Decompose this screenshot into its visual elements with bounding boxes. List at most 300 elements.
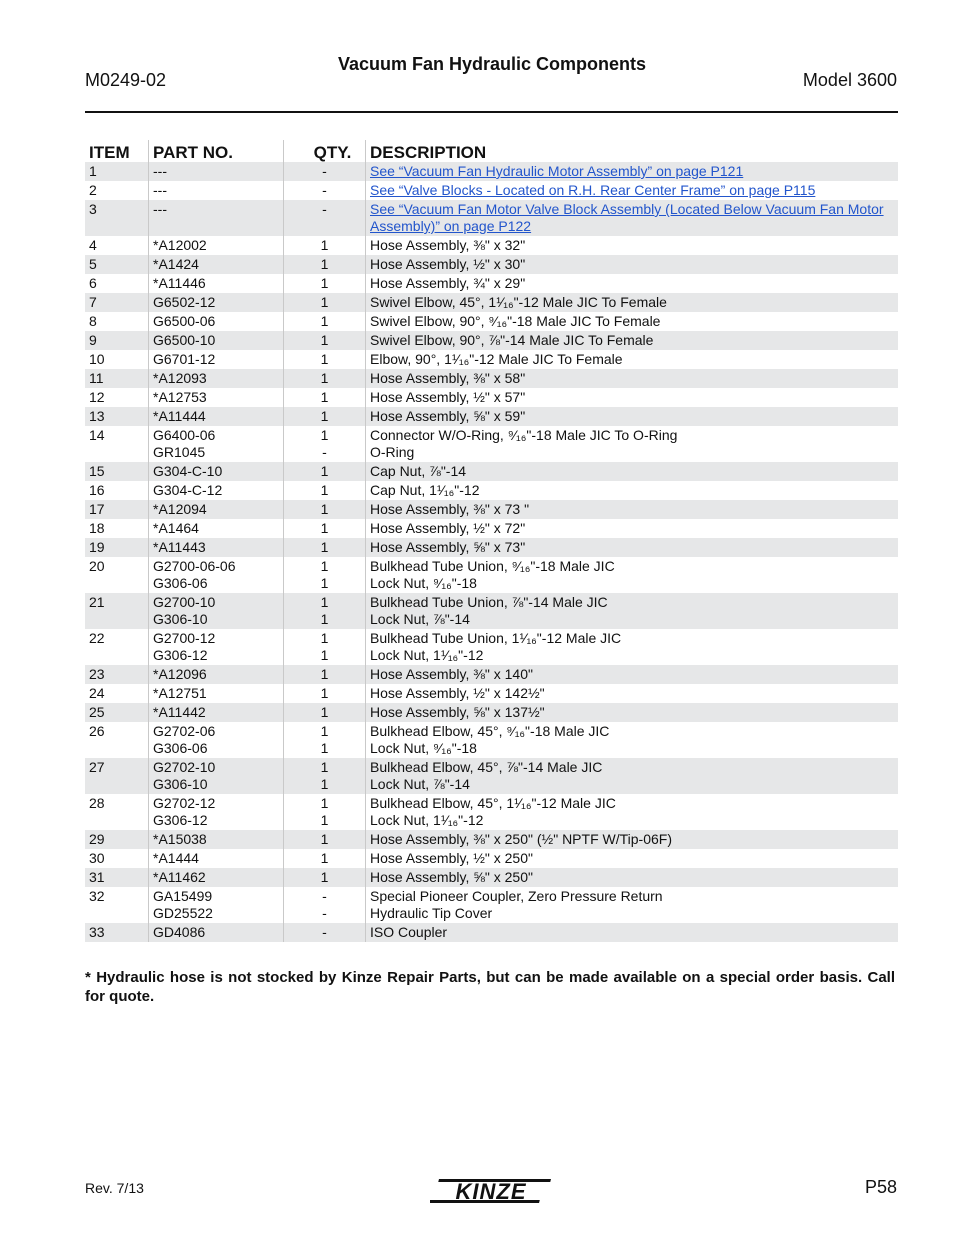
quantity: - xyxy=(322,888,327,904)
part-number: *A11442 xyxy=(153,704,206,720)
part-number: *A12753 xyxy=(153,389,207,405)
quantity-cell xyxy=(283,350,365,369)
table-row xyxy=(85,557,898,593)
quantity-cell xyxy=(283,519,365,538)
quantity: 1 xyxy=(320,723,329,739)
part-number-cell xyxy=(148,236,283,255)
table-row xyxy=(85,722,898,758)
table-row xyxy=(85,162,898,181)
part-number-cell xyxy=(148,923,283,942)
quantity: 1 xyxy=(320,850,329,866)
part-number-cell xyxy=(148,849,283,868)
page-number: P58 xyxy=(864,1177,897,1197)
quantity-cell xyxy=(283,407,365,426)
part-number: G2700-12 xyxy=(153,630,216,646)
part-number: *A1444 xyxy=(153,850,199,866)
table-row xyxy=(85,684,898,703)
quantity-cell xyxy=(283,312,365,331)
quantity-cell xyxy=(283,200,365,236)
quantity: 1 xyxy=(320,558,329,574)
description: Hose Assembly, ½" x 57" xyxy=(370,389,526,405)
part-number: GA15499 xyxy=(153,888,213,904)
col-header-item: ITEM xyxy=(89,143,130,162)
model-label: Model 3600 xyxy=(802,70,897,90)
part-number-cell xyxy=(148,830,283,849)
part-number: G306-10 xyxy=(153,611,208,627)
table-row xyxy=(85,350,898,369)
table-header xyxy=(85,140,898,162)
item-number: 16 xyxy=(89,482,105,498)
part-number-cell xyxy=(148,369,283,388)
quantity: 1 xyxy=(320,389,329,405)
description: Hose Assembly, ⅜" x 140" xyxy=(370,666,533,682)
description-cell xyxy=(365,758,898,794)
item-number: 5 xyxy=(89,256,97,272)
item-number: 31 xyxy=(89,869,105,885)
quantity: - xyxy=(322,924,327,940)
description-cell xyxy=(365,181,898,200)
col-header-part: PART NO. xyxy=(148,140,283,162)
description: Hose Assembly, ½" x 142½" xyxy=(370,685,545,701)
description: Swivel Elbow, 90°, ⁹⁄₁₆"-18 Male JIC To Female xyxy=(370,313,661,329)
quantity: 1 xyxy=(320,575,329,591)
part-number-cell xyxy=(148,500,283,519)
col-header-qty: QTY. xyxy=(283,140,365,162)
description-cell xyxy=(365,369,898,388)
part-number: *A1424 xyxy=(153,256,199,272)
part-number-cell xyxy=(148,274,283,293)
quantity: 1 xyxy=(320,408,329,424)
quantity-cell xyxy=(283,255,365,274)
quantity: 1 xyxy=(320,520,329,536)
part-number: G2702-12 xyxy=(153,795,216,811)
part-number-cell xyxy=(148,388,283,407)
table-row xyxy=(85,255,898,274)
part-number-cell xyxy=(148,794,283,830)
part-number: GD25522 xyxy=(153,905,213,921)
part-number-cell xyxy=(148,481,283,500)
part-number: G306-10 xyxy=(153,776,208,792)
part-number: G306-06 xyxy=(153,740,208,756)
item-number: 2 xyxy=(89,182,97,198)
kinze-logo-text: KINZE xyxy=(455,1179,527,1204)
quantity: - xyxy=(322,905,327,921)
description-cell xyxy=(365,407,898,426)
description-cell xyxy=(365,849,898,868)
part-number-cell xyxy=(148,407,283,426)
description: Lock Nut, 1¹⁄₁₆"-12 xyxy=(370,647,484,663)
table-row xyxy=(85,758,898,794)
quantity-cell xyxy=(283,236,365,255)
description-cell xyxy=(365,162,898,181)
description: Hose Assembly, ½" x 72" xyxy=(370,520,526,536)
description-cell xyxy=(365,462,898,481)
description: Elbow, 90°, 1¹⁄₁₆"-12 Male JIC To Female xyxy=(370,351,623,367)
page-reference-link[interactable]: Assembly)” on page P122 xyxy=(370,218,532,234)
part-number-cell xyxy=(148,868,283,887)
part-number: G304-C-12 xyxy=(153,482,223,498)
description: Bulkhead Tube Union, ⅞"-14 Male JIC xyxy=(370,594,608,610)
description: Bulkhead Elbow, 45°, ⁹⁄₁₆"-18 Male JIC xyxy=(370,723,610,739)
description-cell xyxy=(365,830,898,849)
part-number-cell xyxy=(148,557,283,593)
item-number: 9 xyxy=(89,332,97,348)
quantity-cell xyxy=(283,162,365,181)
table-row xyxy=(85,200,898,236)
description: Connector W/O-Ring, ⁹⁄₁₆"-18 Male JIC To O-Ring xyxy=(370,427,678,443)
quantity-cell xyxy=(283,703,365,722)
quantity-cell xyxy=(283,426,365,462)
part-number-cell xyxy=(148,293,283,312)
description-cell xyxy=(365,722,898,758)
revision-label: Rev. 7/13 xyxy=(85,1180,144,1196)
part-number-cell xyxy=(148,684,283,703)
description: Hose Assembly, ⅝" x 73" xyxy=(370,539,526,555)
part-number-cell xyxy=(148,331,283,350)
footnote: * Hydraulic hose is not stocked by Kinze Repair Parts, but can be made available on a special order basis. Call for quote. xyxy=(85,969,895,1005)
table-row xyxy=(85,369,898,388)
description: Hose Assembly, ¾" x 29" xyxy=(370,275,526,291)
part-number: *A12094 xyxy=(153,501,207,517)
quantity-cell xyxy=(283,369,365,388)
item-number: 20 xyxy=(89,558,105,574)
part-number: *A11462 xyxy=(153,869,206,885)
item-number: 19 xyxy=(89,539,105,555)
item-number: 8 xyxy=(89,313,97,329)
part-number-cell xyxy=(148,629,283,665)
description: Bulkhead Elbow, 45°, ⅞"-14 Male JIC xyxy=(370,759,603,775)
table-row xyxy=(85,629,898,665)
quantity-cell xyxy=(283,462,365,481)
quantity: 1 xyxy=(320,463,329,479)
description: Cap Nut, ⅞"-14 xyxy=(370,463,467,479)
quantity: 1 xyxy=(320,351,329,367)
part-number: --- xyxy=(153,201,167,217)
table-row xyxy=(85,868,898,887)
table-row xyxy=(85,923,898,942)
item-number: 28 xyxy=(89,795,105,811)
part-number-cell xyxy=(148,312,283,331)
quantity: 1 xyxy=(320,294,329,310)
item-number: 18 xyxy=(89,520,105,536)
part-number-cell xyxy=(148,200,283,236)
description: Cap Nut, 1¹⁄₁₆"-12 xyxy=(370,482,480,498)
table-row xyxy=(85,481,898,500)
table-row xyxy=(85,407,898,426)
item-number: 4 xyxy=(89,237,97,253)
item-number: 1 xyxy=(89,163,97,179)
description-cell xyxy=(365,868,898,887)
part-number: *A1464 xyxy=(153,520,199,536)
description: Swivel Elbow, 45°, 1¹⁄₁₆"-12 Male JIC To Female xyxy=(370,294,667,310)
quantity: 1 xyxy=(320,869,329,885)
table-row xyxy=(85,236,898,255)
table-row xyxy=(85,830,898,849)
description-cell xyxy=(365,255,898,274)
quantity: 1 xyxy=(320,630,329,646)
quantity: 1 xyxy=(320,776,329,792)
table-row xyxy=(85,593,898,629)
quantity: - xyxy=(322,182,327,198)
item-number: 27 xyxy=(89,759,105,775)
item-number: 6 xyxy=(89,275,97,291)
page-reference-link[interactable]: See “Vacuum Fan Motor Valve Block Assembly (Located Below Vacuum Fan Motor xyxy=(370,201,884,217)
quantity: 1 xyxy=(320,611,329,627)
quantity-cell xyxy=(283,665,365,684)
part-number: G6400-06 xyxy=(153,427,216,443)
part-number: G306-12 xyxy=(153,647,208,663)
table-row xyxy=(85,293,898,312)
item-number: 22 xyxy=(89,630,105,646)
table-body xyxy=(85,162,898,942)
part-number-cell xyxy=(148,887,283,923)
doc-number: M0249-02 xyxy=(85,70,167,90)
quantity: 1 xyxy=(320,740,329,756)
part-number: *A12002 xyxy=(153,237,207,253)
quantity-cell xyxy=(283,538,365,557)
table-row xyxy=(85,426,898,462)
part-number: --- xyxy=(153,182,167,198)
item-number: 12 xyxy=(89,389,105,405)
part-number-cell xyxy=(148,426,283,462)
quantity: - xyxy=(322,163,327,179)
table-row xyxy=(85,331,898,350)
part-number: *A11446 xyxy=(153,275,206,291)
description-cell xyxy=(365,887,898,923)
description: Hose Assembly, ⅜" x 250" (½" NPTF W/Tip-06F) xyxy=(370,831,672,847)
part-number: G306-12 xyxy=(153,812,208,828)
item-number: 7 xyxy=(89,294,97,310)
quantity: - xyxy=(322,444,327,460)
description-cell xyxy=(365,388,898,407)
part-number: G306-06 xyxy=(153,575,208,591)
quantity: 1 xyxy=(320,704,329,720)
description: Lock Nut, ⅞"-14 xyxy=(370,776,470,792)
description: Hose Assembly, ½" x 250" xyxy=(370,850,533,866)
description: Hydraulic Tip Cover xyxy=(370,905,493,921)
description-cell xyxy=(365,593,898,629)
description: Bulkhead Tube Union, ⁹⁄₁₆"-18 Male JIC xyxy=(370,558,615,574)
part-number: G2700-06-06 xyxy=(153,558,236,574)
part-number: G2700-10 xyxy=(153,594,216,610)
description-cell xyxy=(365,236,898,255)
table-row xyxy=(85,538,898,557)
item-number: 3 xyxy=(89,201,97,217)
part-number: *A12093 xyxy=(153,370,207,386)
description: Swivel Elbow, 90°, ⅞"-14 Male JIC To Female xyxy=(370,332,654,348)
description-cell xyxy=(365,538,898,557)
description-cell xyxy=(365,312,898,331)
description: Bulkhead Elbow, 45°, 1¹⁄₁₆"-12 Male JIC xyxy=(370,795,616,811)
part-number: G2702-06 xyxy=(153,723,216,739)
description: Lock Nut, 1¹⁄₁₆"-12 xyxy=(370,812,484,828)
description-cell xyxy=(365,703,898,722)
part-number: *A12096 xyxy=(153,666,207,682)
table-row xyxy=(85,887,898,923)
part-number: G6701-12 xyxy=(153,351,216,367)
item-number: 26 xyxy=(89,723,105,739)
part-number-cell xyxy=(148,722,283,758)
item-number: 33 xyxy=(89,924,105,940)
quantity-cell xyxy=(283,629,365,665)
quantity-cell xyxy=(283,331,365,350)
part-number-cell xyxy=(148,665,283,684)
item-number: 11 xyxy=(89,370,104,386)
quantity: - xyxy=(322,201,327,217)
table-row xyxy=(85,519,898,538)
description-cell xyxy=(365,500,898,519)
quantity-cell xyxy=(283,758,365,794)
description: Lock Nut, ⅞"-14 xyxy=(370,611,470,627)
description: Hose Assembly, ⅜" x 58" xyxy=(370,370,526,386)
quantity: 1 xyxy=(320,275,329,291)
description: Special Pioneer Coupler, Zero Pressure Return xyxy=(370,888,663,904)
quantity: 1 xyxy=(320,647,329,663)
quantity: 1 xyxy=(320,237,329,253)
description-cell xyxy=(365,794,898,830)
description-cell xyxy=(365,923,898,942)
description: Hose Assembly, ½" x 30" xyxy=(370,256,526,272)
part-number-cell xyxy=(148,593,283,629)
quantity: 1 xyxy=(320,427,329,443)
quantity: 1 xyxy=(320,795,329,811)
description: O-Ring xyxy=(370,444,415,460)
part-number: G304-C-10 xyxy=(153,463,223,479)
quantity-cell xyxy=(283,500,365,519)
quantity-cell xyxy=(283,923,365,942)
description: Hose Assembly, ⅝" x 59" xyxy=(370,408,526,424)
item-number: 10 xyxy=(89,351,105,367)
table-row xyxy=(85,665,898,684)
quantity-cell xyxy=(283,557,365,593)
quantity-cell xyxy=(283,868,365,887)
description-cell xyxy=(365,519,898,538)
description-cell xyxy=(365,426,898,462)
description: Bulkhead Tube Union, 1¹⁄₁₆"-12 Male JIC xyxy=(370,630,622,646)
quantity: 1 xyxy=(320,482,329,498)
description: Lock Nut, ⁹⁄₁₆"-18 xyxy=(370,575,477,591)
description-cell xyxy=(365,274,898,293)
table-row xyxy=(85,703,898,722)
quantity: 1 xyxy=(320,759,329,775)
item-number: 21 xyxy=(89,594,105,610)
part-number: GR1045 xyxy=(153,444,206,460)
part-number: *A11443 xyxy=(153,539,206,555)
quantity: 1 xyxy=(320,332,329,348)
part-number: G2702-10 xyxy=(153,759,216,775)
quantity: 1 xyxy=(320,812,329,828)
quantity-cell xyxy=(283,293,365,312)
item-number: 17 xyxy=(89,501,105,517)
quantity-cell xyxy=(283,887,365,923)
item-number: 13 xyxy=(89,408,105,424)
part-number-cell xyxy=(148,350,283,369)
description-cell xyxy=(365,481,898,500)
description: Hose Assembly, ⅝" x 250" xyxy=(370,869,533,885)
table-row xyxy=(85,312,898,331)
item-number: 32 xyxy=(89,888,105,904)
quantity-cell xyxy=(283,722,365,758)
part-number-cell xyxy=(148,162,283,181)
part-number-cell xyxy=(148,462,283,481)
part-number: GD4086 xyxy=(153,924,206,940)
part-number: G6500-06 xyxy=(153,313,216,329)
part-number-cell xyxy=(148,255,283,274)
item-number: 23 xyxy=(89,666,105,682)
description-cell xyxy=(365,331,898,350)
description: Lock Nut, ⁹⁄₁₆"-18 xyxy=(370,740,477,756)
quantity-cell xyxy=(283,481,365,500)
item-number: 15 xyxy=(89,463,105,479)
header-rule xyxy=(85,111,898,113)
table-row xyxy=(85,181,898,200)
kinze-logo xyxy=(430,1175,552,1207)
quantity: 1 xyxy=(320,501,329,517)
table-row xyxy=(85,794,898,830)
part-number: G6502-12 xyxy=(153,294,216,310)
description-cell xyxy=(365,684,898,703)
quantity: 1 xyxy=(320,831,329,847)
part-number: *A15038 xyxy=(153,831,207,847)
description-cell xyxy=(365,293,898,312)
quantity: 1 xyxy=(320,313,329,329)
quantity: 1 xyxy=(320,256,329,272)
quantity: 1 xyxy=(320,594,329,610)
parts-table xyxy=(85,140,898,942)
part-number-cell xyxy=(148,519,283,538)
description-cell xyxy=(365,665,898,684)
item-number: 14 xyxy=(89,427,105,443)
quantity-cell xyxy=(283,181,365,200)
table-row xyxy=(85,274,898,293)
description: Hose Assembly, ⅜" x 73 " xyxy=(370,501,530,517)
col-header-desc: DESCRIPTION xyxy=(365,140,898,162)
quantity-cell xyxy=(283,684,365,703)
page-title: Vacuum Fan Hydraulic Components xyxy=(337,54,647,74)
item-number: 29 xyxy=(89,831,105,847)
table-row xyxy=(85,849,898,868)
quantity: 1 xyxy=(320,666,329,682)
page-reference-link[interactable]: See “Vacuum Fan Hydraulic Motor Assembly” on page P121 xyxy=(370,163,744,179)
table-row xyxy=(85,388,898,407)
description: Hose Assembly, ⅜" x 32" xyxy=(370,237,526,253)
part-number: *A11444 xyxy=(153,408,206,424)
item-number: 30 xyxy=(89,850,105,866)
part-number-cell xyxy=(148,703,283,722)
quantity-cell xyxy=(283,794,365,830)
quantity-cell xyxy=(283,274,365,293)
item-number: 25 xyxy=(89,704,105,720)
quantity: 1 xyxy=(320,539,329,555)
page-reference-link[interactable]: See “Valve Blocks - Located on R.H. Rear Center Frame” on page P115 xyxy=(370,182,816,198)
table-row xyxy=(85,462,898,481)
description: Hose Assembly, ⅝" x 137½" xyxy=(370,704,545,720)
description-cell xyxy=(365,557,898,593)
part-number-cell xyxy=(148,181,283,200)
part-number-cell xyxy=(148,758,283,794)
quantity-cell xyxy=(283,388,365,407)
table-row xyxy=(85,500,898,519)
quantity-cell xyxy=(283,593,365,629)
part-number: G6500-10 xyxy=(153,332,216,348)
quantity: 1 xyxy=(320,685,329,701)
description-cell xyxy=(365,629,898,665)
description-cell xyxy=(365,350,898,369)
quantity-cell xyxy=(283,830,365,849)
description: ISO Coupler xyxy=(370,924,448,940)
part-number: *A12751 xyxy=(153,685,207,701)
part-number-cell xyxy=(148,538,283,557)
